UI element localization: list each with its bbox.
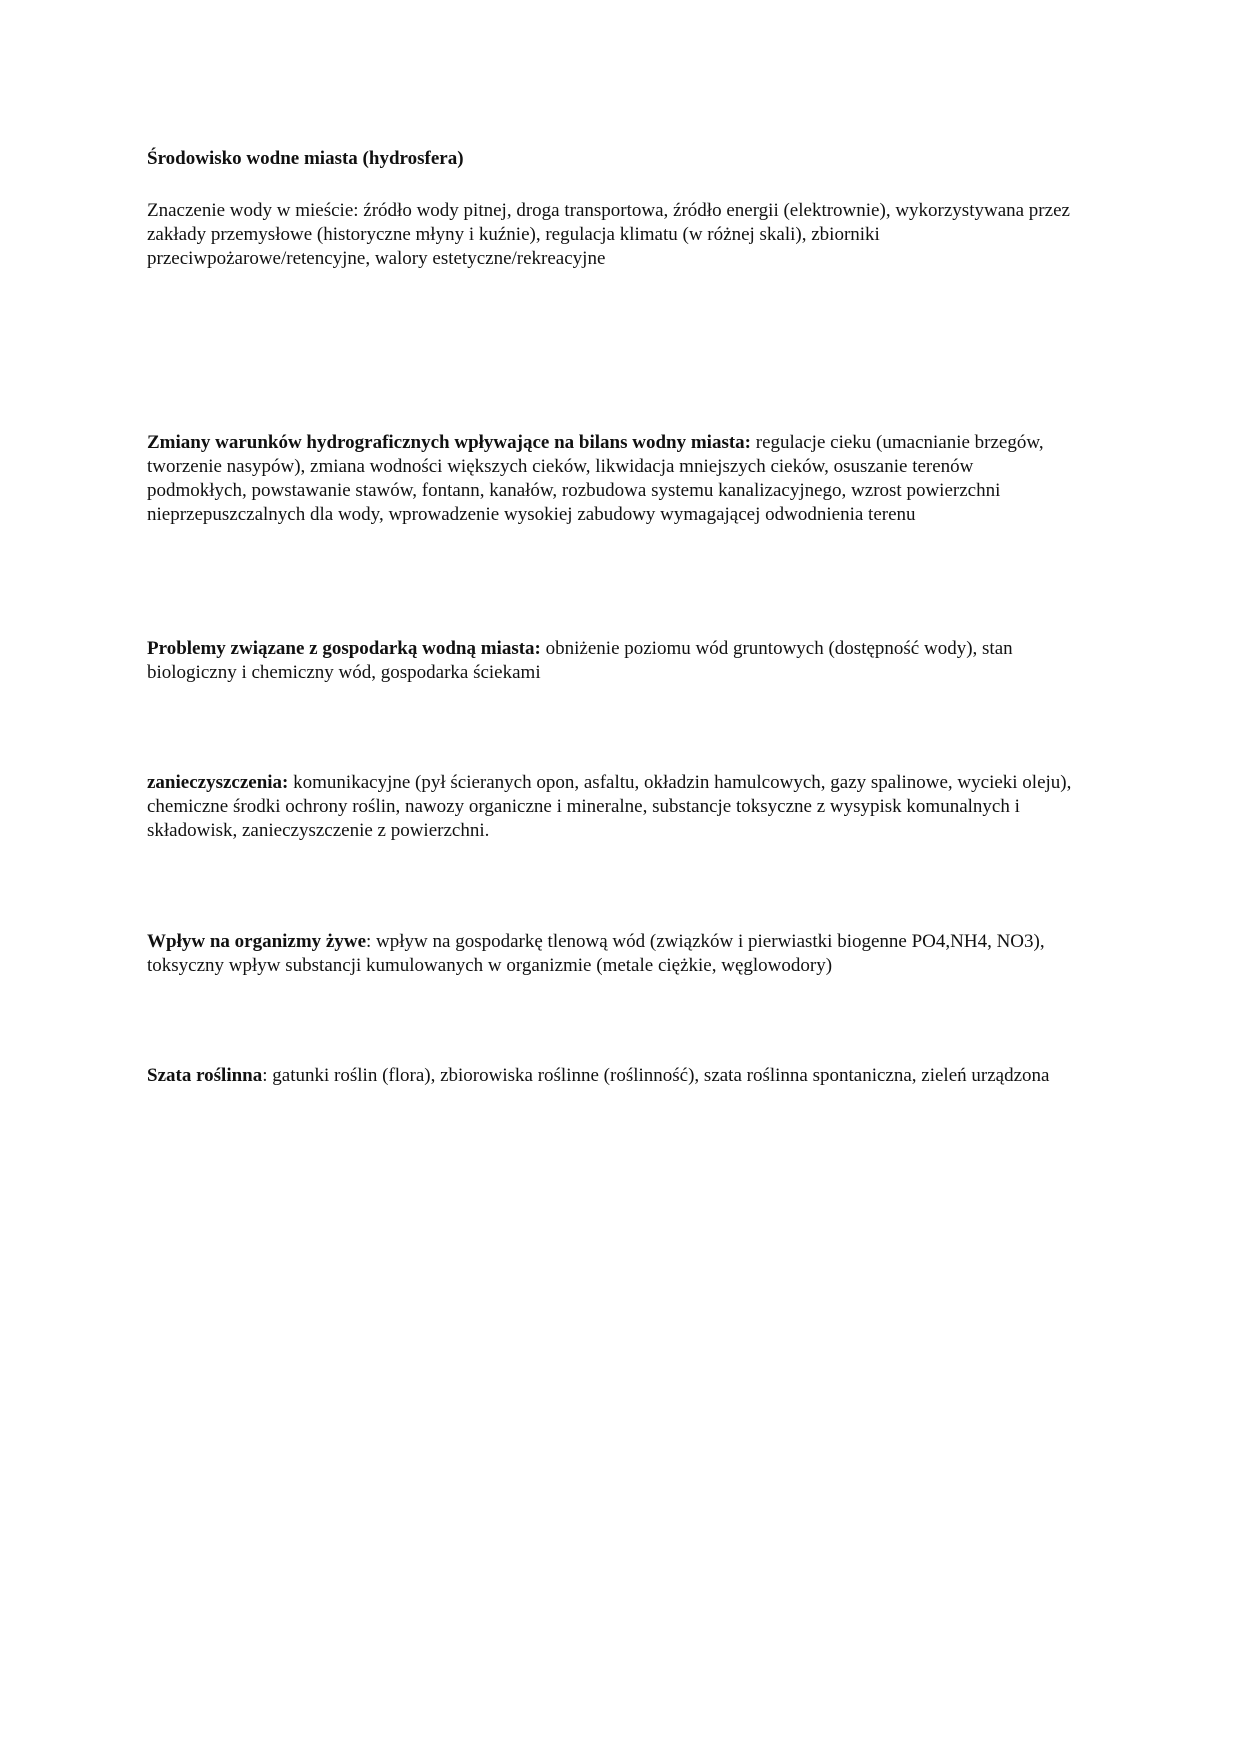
document-title-text: Środowisko wodne miasta (hydrosfera) [147, 148, 464, 169]
paragraph-text: komunikacyjne (pył ścieranych opon, asfaltu, okładzin hamulcowych, gazy spalinowe, wycieki oleju), chemiczne środki ochrony roślin, nawozy organiczne i mineralne, substancje toksyczne z wysypisk komunalnych i składowisk, zanieczyszczenie z powierzchni. [147, 772, 1072, 841]
paragraph-text: regulacje cieku (umacnianie brzegów, tworzenie nasypów), zmiana wodności większych cieków, likwidacja mniejszych cieków, osuszanie terenów podmokłych, powstawanie stawów, fontann, kanałów, rozbudowa systemu kanalizacyjnego, wzrost powierzchni nieprzepuszczalnych dla wody, wprowadzenie wysokiej zabudowy wymagającej odwodnienia terenu [147, 432, 1044, 525]
paragraph-heading: zanieczyszczenia: [147, 772, 289, 793]
paragraph-text: obniżenie poziomu wód gruntowych (dostępność wody), stan biologiczny i chemiczny wód, gospodarka ściekami [147, 638, 1013, 683]
paragraph-water-management-problems [147, 637, 1077, 685]
paragraph-heading: Zmiany warunków hydrograficznych wpływające na bilans wodny miasta: [147, 432, 752, 453]
paragraph-vegetation [147, 1064, 1077, 1088]
paragraph-heading: Wpływ na organizmy żywe [147, 931, 367, 952]
paragraph-text: : gatunki roślin (flora), zbiorowiska roślinne (roślinność), szata roślinna spontaniczna, zieleń urządzona [262, 1065, 1050, 1086]
paragraph-hydrographic-changes [147, 431, 1077, 527]
paragraph-heading: Szata roślinna [147, 1065, 263, 1086]
paragraph-heading: Problemy związane z gospodarką wodną miasta: [147, 638, 541, 659]
paragraph-impact-on-organisms [147, 930, 1077, 978]
paragraph-water-significance [147, 199, 1077, 271]
document-title [147, 147, 1077, 171]
paragraph-text: : wpływ na gospodarkę tlenową wód (związków i pierwiastki biogenne PO4,NH4, NO3), toksyczny wpływ substancji kumulowanych w organizmie (metale ciężkie, węglowodory) [147, 931, 1045, 976]
paragraph-pollution [147, 771, 1077, 843]
paragraph-text: Znaczenie wody w mieście: źródło wody pitnej, droga transportowa, źródło energii (elektrownie), wykorzystywana przez zakłady przemysłowe (historyczne młyny i kuźnie), regulacja klimatu (w różnej skali), zbiorniki przeciwpożarowe/retencyjne, walory estetyczne/rekreacyjne [147, 200, 1070, 269]
